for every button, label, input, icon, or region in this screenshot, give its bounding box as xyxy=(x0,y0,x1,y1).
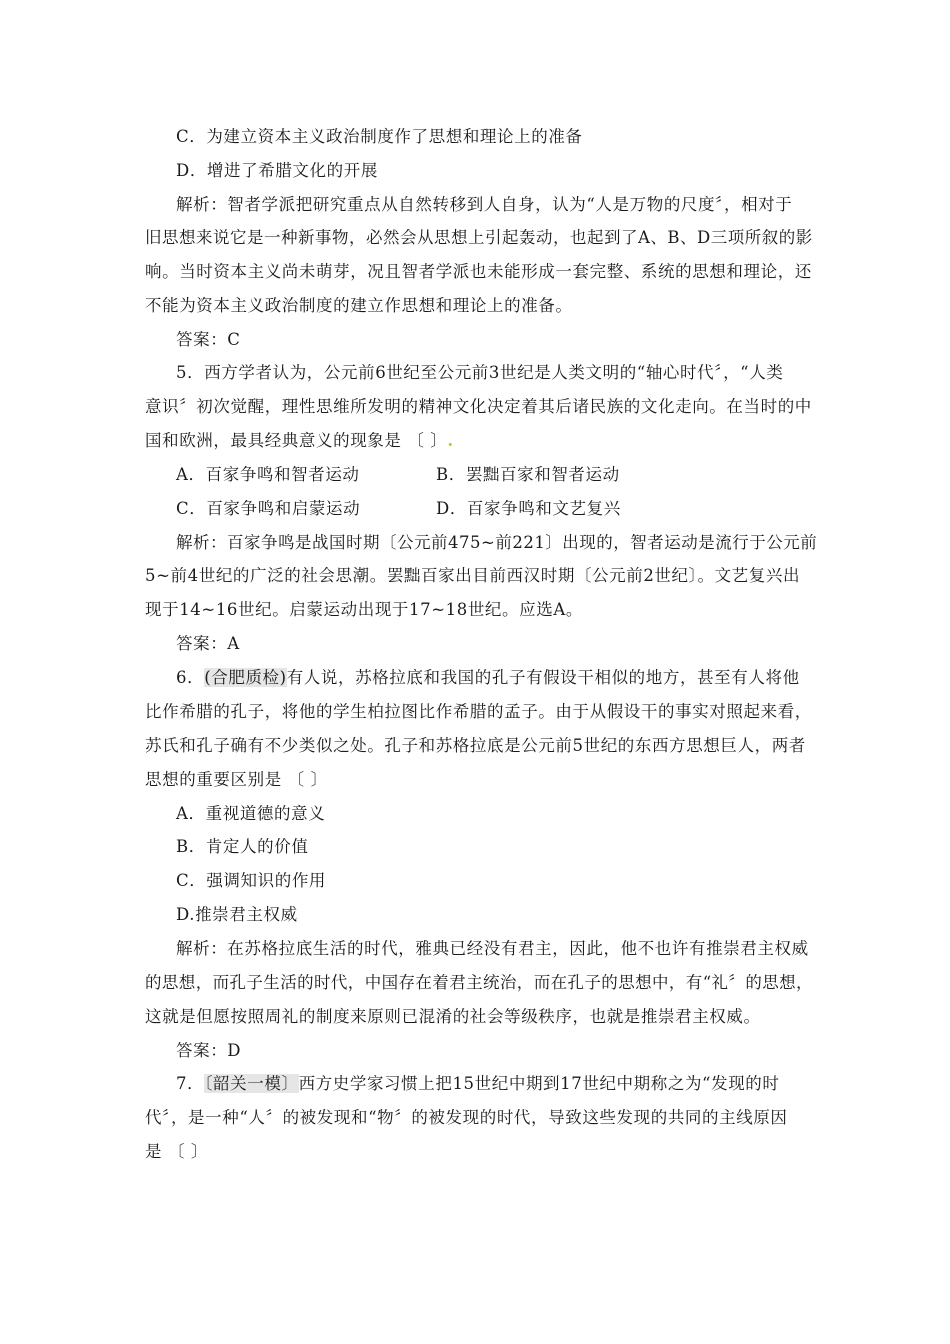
text: D．增进了希腊文化的开展 xyxy=(176,161,378,180)
paragraph-line xyxy=(145,736,815,756)
text: 苏氏和孔子确有不少类似之处。孔子和苏格拉底是公元前5世纪的东西方思想巨人，两者 xyxy=(145,736,806,755)
text: 有人说，苏格拉底和我国的孔子有假设干相似的地方，甚至有人将他 xyxy=(286,668,800,687)
text: 不能为资本主义政治制度的建立作思想和理论上的准备。 xyxy=(145,296,573,315)
question-number: 6． xyxy=(176,668,205,687)
paragraph-line xyxy=(145,431,815,451)
text: 5~前4世纪的广泛的社会思潮。罢黜百家出目前西汉时期〔公元前2世纪〕。文艺复兴出 xyxy=(145,566,801,585)
option-c: C．百家争鸣和启蒙运动 xyxy=(176,499,361,518)
text: 是 〔 〕 xyxy=(145,1142,208,1161)
paragraph-line xyxy=(145,566,815,586)
text: B．肯定人的价值 xyxy=(176,837,309,856)
text: 意识〞初次觉醒，理性思维所发明的精神文化决定着其后诸民族的文化走向。在当时的中 xyxy=(145,397,812,416)
paragraph-line xyxy=(145,1007,815,1027)
text: A．重视道德的意义 xyxy=(176,804,326,823)
text: 解析：在苏格拉底生活的时代，雅典已经没有君主，因此，他不也许有推崇君主权威 xyxy=(176,939,809,958)
option-b-line xyxy=(176,837,846,857)
option-d-line xyxy=(176,161,846,181)
option-b: B．罢黜百家和智者运动 xyxy=(436,465,620,484)
paragraph-line xyxy=(145,228,815,248)
option-c-line xyxy=(176,871,846,891)
options-row xyxy=(176,465,776,485)
paragraph-line xyxy=(145,702,815,722)
text: D.推崇君主权威 xyxy=(176,905,298,924)
text: 5．西方学者认为，公元前6世纪至公元前3世纪是人类文明的“轴心时代〞，“人类 xyxy=(176,363,784,382)
analysis-line xyxy=(176,939,816,959)
text: 解析：智者学派把研究重点从自然转移到人自身，认为“人是万物的尺度〞，相对于 xyxy=(176,195,793,214)
paragraph-line xyxy=(145,1142,815,1162)
source-tag: (合肥质检) xyxy=(204,668,287,687)
text: 这就是但愿按照周礼的制度来原则已混淆的社会等级秩序，也就是推崇君主权威。 xyxy=(145,1007,761,1026)
question-number: 7． xyxy=(176,1074,205,1093)
option-c-line xyxy=(176,127,846,147)
text: C．为建立资本主义政治制度作了思想和理论上的准备 xyxy=(176,127,583,146)
text: 答案：D xyxy=(176,1041,242,1060)
paragraph-line xyxy=(145,973,815,993)
text: 西方史学家习惯上把15世纪中期到17世纪中期称之为“发现的时 xyxy=(298,1074,780,1093)
option-d: D．百家争鸣和文艺复兴 xyxy=(436,499,621,518)
text: 的思想，而孔子生活的时代，中国存在着君主统治，而在孔子的思想中，有“礼〞的思想， xyxy=(145,973,813,992)
question-5-line xyxy=(176,363,846,383)
text: 解析：百家争鸣是战国时期〔公元前475~前221〕出现的，智者运动是流行于公元前 xyxy=(176,533,818,552)
option-a: A．百家争鸣和智者运动 xyxy=(176,465,360,484)
text: 代〞，是一种“人〞的被发现和“物〞的被发现的时代，导致这些发现的共同的主线原因 xyxy=(145,1108,788,1127)
text: 国和欧洲，最具经典意义的现象是 〔 〕 xyxy=(145,431,448,450)
analysis-line xyxy=(176,533,816,553)
analysis-line xyxy=(176,195,816,215)
text: 思想的重要区别是 〔 〕 xyxy=(145,770,328,789)
question-6-line xyxy=(176,668,846,688)
answer-line xyxy=(176,1041,846,1061)
paragraph-line xyxy=(145,600,815,620)
mark-dot: . xyxy=(447,431,454,450)
paragraph-line xyxy=(145,770,815,790)
text: 现于14~16世纪。启蒙运动出现于17~18世纪。应选A。 xyxy=(145,600,583,619)
option-d-line xyxy=(176,905,846,925)
question-7-line xyxy=(176,1074,846,1094)
text: 比作希腊的孔子，将他的学生柏拉图比作希腊的孟子。由于从假设干的事实对照起来看， xyxy=(145,702,812,721)
paragraph-line xyxy=(145,262,815,282)
paragraph-line xyxy=(145,397,815,417)
source-tag: 〔韶关一模〕 xyxy=(204,1074,299,1093)
options-row xyxy=(176,499,776,519)
text: 答案：A xyxy=(176,634,240,653)
paragraph-line xyxy=(145,296,815,316)
text: 旧思想来说它是一种新事物，必然会从思想上引起轰动，也起到了A、B、D三项所叙的影 xyxy=(145,228,813,247)
answer-line xyxy=(176,330,846,350)
text: 响。当时资本主义尚未萌芽，况且智者学派也未能形成一套完整、系统的思想和理论，还 xyxy=(145,262,812,281)
text: C．强调知识的作用 xyxy=(176,871,327,890)
option-a-line xyxy=(176,804,846,824)
text: 答案：C xyxy=(176,330,241,349)
paragraph-line xyxy=(145,1108,815,1128)
answer-line xyxy=(176,634,846,654)
